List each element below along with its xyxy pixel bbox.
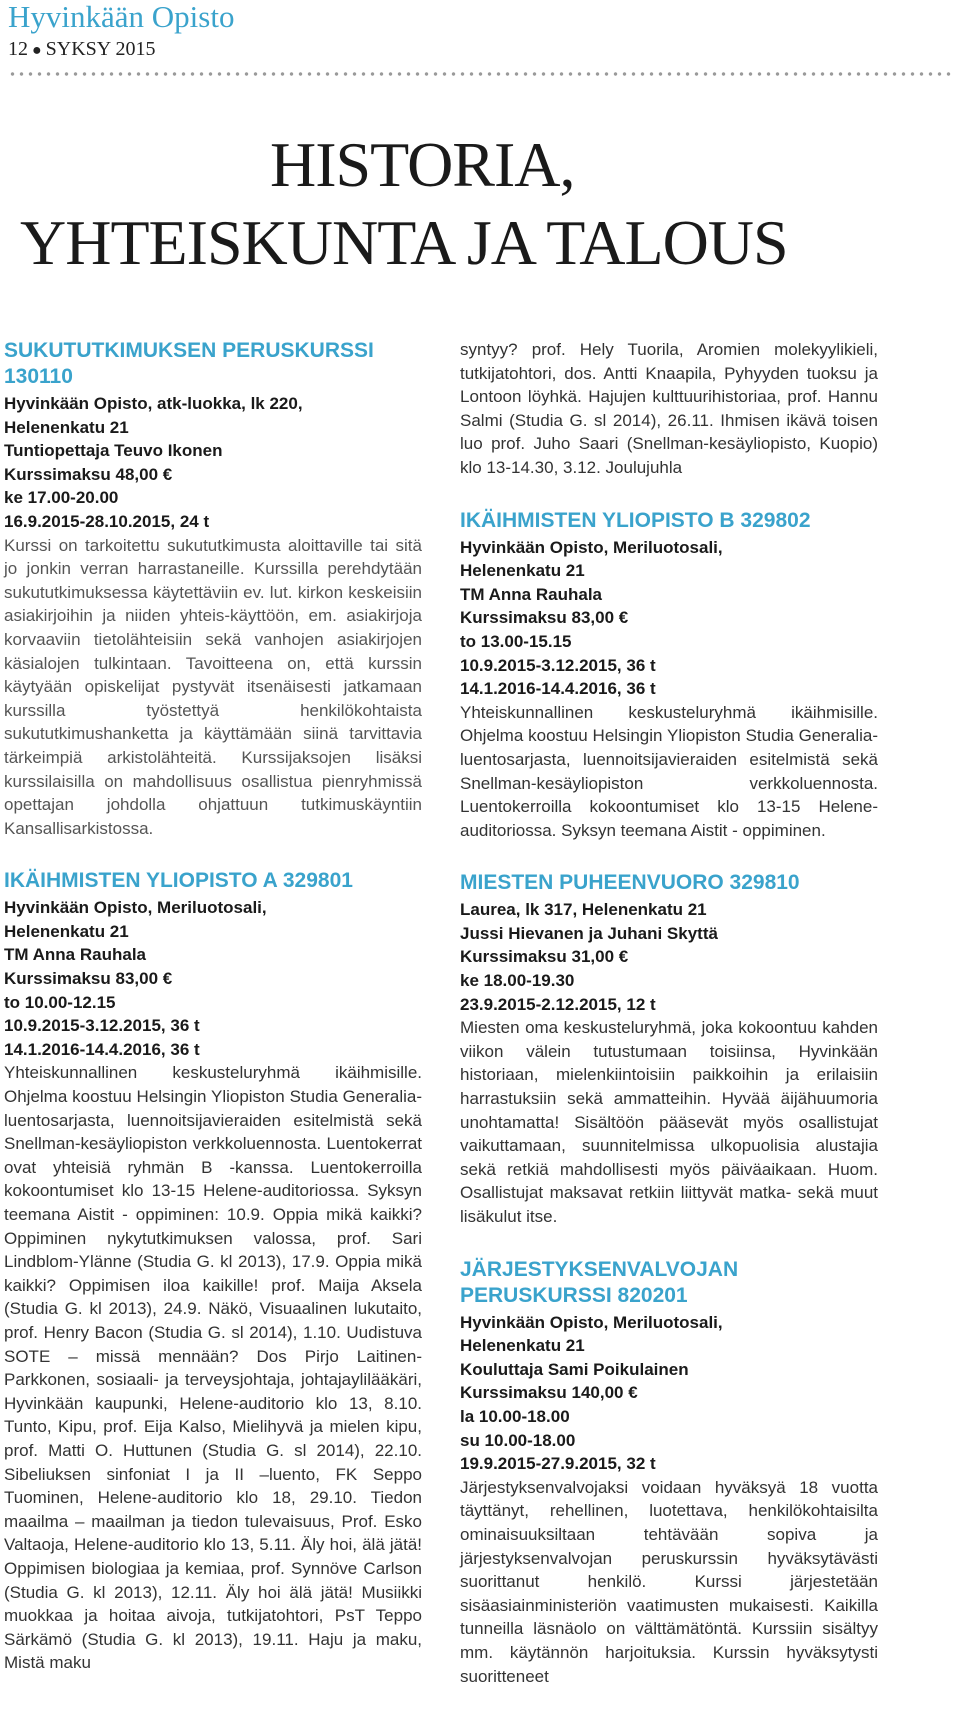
course-dates: 14.1.2016-14.4.2016, 36 t	[4, 1039, 200, 1059]
course-location: Hyvinkään Opisto, Meriluotosali,	[460, 1312, 723, 1332]
course-title: IKÄIHMISTEN YLIOPISTO B 329802	[460, 508, 811, 532]
course-teacher: TM Anna Rauhala	[4, 945, 146, 965]
course-time: la 10.00-18.00	[460, 1406, 570, 1426]
course-dates: 16.9.2015-28.10.2015, 24 t	[4, 511, 210, 531]
course-sukututkimus	[4, 338, 422, 840]
course-ikaihmisten-a	[4, 868, 422, 1675]
course-dates: 14.1.2016-14.4.2016, 36 t	[460, 679, 656, 699]
course-description: Yhteiskunnallinen keskusteluryhmä ikäihmisille. Ohjelma koostuu Helsingin Yliopiston Studia Generalia-luentosarjasta, luennoitsijavieraiden esitelmistä sekä Snellman-kesäyliopiston verkkoluennosta. Luentokerrat ovat yhteisiä ryhmän B -kanssa. Luentokerroilla kokoontumiset klo 13-15 Helene-auditoriossa. Syksyn teemana Aistit - oppiminen: 10.9. Oppia mikä kaikki? Oppiminen nykytutkimuksen valossa, prof. Sari Lindblom-Ylänne (Studia G. kl 2013), 17.9. Oppia mikä kaikki? Oppimisen iloa kaikille! prof. Maija Aksela (Studia G. kl 2013), 24.9. Näkö, Visuaalinen lukutaito, prof. Henry Bacon (Studia G. sl 2014), 1.10. Uudistuva SOTE – missä mennään? Dos Pirjo Laitinen-Parkkonen, sosiaali- ja terveysjohtaja, johtajaylilääkäri, Hyvinkään kaupunki, Helene-auditorio klo 13, 8.10. Tunto, Kipu, prof. Eija Kalso, Mielihyvä ja mielen kipu, prof. Matti O. Huttunen (Studia G. sl 2014), 22.10. Sibeliuksen sinfoniat I ja II –luento, FK Seppo Tuominen, Helene-auditorio klo 18, 29.10. Tiedon maailma – maailman ja tiedon tulevaisuus, Prof. Esko Valtaoja, Helene-auditorio klo 13, 5.11. Äly hoi, älä jätä! Oppimisen biologiaa ja kemiaa, prof. Synnöve Carlson (Studia G. kl 2013), 12.11. Äly hoi älä jätä! Musiikki muokkaa ja hoitaa aivoja, tutkijatohtori, PsT Teppo Särkämö (Studia G. kl 2013), 19.11. Haju ja maku, Mistä maku	[4, 1063, 422, 1673]
page-title-line-1: HISTORIA,	[270, 129, 575, 200]
course-title: SUKUTUTKIMUKSEN PERUSKURSSI 130110	[4, 339, 374, 388]
course-time: to 13.00-15.15	[460, 631, 572, 651]
issue-line	[8, 38, 952, 62]
course-time: su 10.00-18.00	[460, 1430, 576, 1450]
course-time: to 10.00-12.15	[4, 992, 116, 1012]
course-description: Miesten oma keskusteluryhmä, joka kokoontuu kahden viikon välein tutustumaan toisiinsa, Hyvinkään historiaan, mielenkiintoisiin paikkoihin ja erilaisiin harrastuksiin sekä ammatteihin. Hyvää äijähuumoria unohtamatta! Sisältöön pääsevät myös osallistujat vaikuttamaan, suunnitelmissa ulkopuolisia alustajia sekä retkiä mahdollisesti myös päiväaikaan. Huom. Osallistujat maksavat retkiin liittyvät matka- sekä muut lisäkulut itse.	[460, 1018, 878, 1226]
course-description: Kurssi on tarkoitettu sukututkimusta aloittaville tai sitä jo jonkin verran harrastaneille. Kurssilla perehdytään sukututkimuksessa käytettäviin ev. lut. kirkon keskeisiin asiakirjoihin ja niiden yhteis-käyttöön, em. asiakirjoja korvaaviin tietolähteisiin sekä vanhojen asiakirjojen käsialojen tulkintaan. Tavoitteena on, että kurssin käytyään opiskelijat pystyvät itsenäisesti jatkamaan kurssilla työstettyä henkilökohtaista sukututkimushanketta ja käyttämään siinä tarvittavia tärkeimpiä arkistolähteitä. Kurssijaksojen lisäksi kurssilaisilla on mahdollisuus osallistua pienryhmissä opettajan johdolla ohjattuun tutkimuskäyntiin Kansallisarkistossa.	[4, 535, 422, 838]
course-jarjestyksenvalvoja	[460, 1257, 878, 1689]
course-teacher: Jussi Hievanen ja Juhani Skyttä	[460, 923, 718, 943]
course-miesten-puheenvuoro	[460, 870, 878, 1228]
bullet-icon: ●	[32, 42, 42, 59]
course-ikaihmisten-b	[460, 508, 878, 843]
course-meta	[460, 1311, 878, 1476]
course-meta	[460, 536, 878, 701]
course-dates: 23.9.2015-2.12.2015, 12 t	[460, 994, 656, 1014]
right-column	[460, 338, 878, 1716]
page-title-line-2: YHTEISKUNTA JA TALOUS	[20, 207, 788, 278]
season-label: SYKSY 2015	[45, 38, 156, 60]
course-title-line-1: JÄRJESTYKSENVALVOJAN	[460, 1257, 739, 1281]
course-location: Hyvinkään Opisto, atk-luokka, lk 220,	[4, 394, 303, 413]
course-location: Laurea, lk 317, Helenenkatu 21	[460, 900, 707, 920]
course-address: Helenenkatu 21	[460, 1336, 585, 1356]
course-description-continued: syntyy? prof. Hely Tuorila, Aromien molekyylikieli, tutkijatohtori, dos. Antti Knaapila, Pyhyyden tuoksu ja Lontoon löyhkä. Hajujen kulttuurihistoriaa, prof. Hannu Salmi (Studia G. sl 2014), 26.11. Ihmisen ikävä toisen luo prof. Juho Saari (Snellman-kesäyliopisto, Kuopio) klo 13-14.30, 3.12. Joulujuhla	[460, 340, 878, 477]
course-fee: Kurssimaksu 48,00 €	[4, 464, 173, 484]
course-teacher: TM Anna Rauhala	[460, 584, 602, 604]
course-location: Hyvinkään Opisto, Meriluotosali,	[4, 898, 267, 918]
course-address: Helenenkatu 21	[4, 417, 129, 437]
dotted-divider	[8, 71, 952, 77]
course-title: MIESTEN PUHEENVUORO 329810	[460, 871, 800, 895]
left-column	[4, 338, 422, 1703]
course-address: Helenenkatu 21	[4, 921, 129, 941]
course-fee: Kurssimaksu 31,00 €	[460, 947, 629, 967]
course-dates: 10.9.2015-3.12.2015, 36 t	[4, 1016, 200, 1036]
course-title: IKÄIHMISTEN YLIOPISTO A 329801	[4, 869, 353, 893]
course-address: Helenenkatu 21	[460, 561, 585, 581]
course-teacher: Tuntiopettaja Teuvo Ikonen	[4, 441, 223, 461]
course-title-line-2: PERUSKURSSI 820201	[460, 1283, 688, 1307]
course-time: ke 17.00-20.00	[4, 488, 119, 508]
course-fee: Kurssimaksu 140,00 €	[460, 1383, 638, 1403]
page-number: 12	[8, 38, 28, 60]
course-fee: Kurssimaksu 83,00 €	[460, 608, 629, 628]
course-title	[460, 1257, 878, 1309]
brand-name: Hyvinkään Opisto	[8, 0, 235, 34]
course-teacher: Kouluttaja Sami Poikulainen	[460, 1359, 689, 1379]
course-meta	[4, 896, 422, 1061]
course-dates: 19.9.2015-27.9.2015, 32 t	[460, 1454, 656, 1474]
course-meta	[4, 392, 422, 534]
page-header	[8, 0, 952, 62]
course-dates: 10.9.2015-3.12.2015, 36 t	[460, 655, 656, 675]
course-fee: Kurssimaksu 83,00 €	[4, 969, 173, 989]
course-description: Yhteiskunnallinen keskusteluryhmä ikäihmisille. Ohjelma koostuu Helsingin Yliopiston Studia Generalia-luentosarjasta, luennoitsijavieraiden esitelmistä sekä Snellman-kesäyliopiston verkkoluennosta. Luentokerroilla kokoontumiset klo 13-15 Helene-auditoriossa. Syksyn teemana Aistit - oppiminen.	[460, 702, 878, 840]
course-description: Järjestyksenvalvojaksi voidaan hyväksyä 18 vuotta täyttänyt, rehellinen, luotettava, henkilökohtaisilta ominaisuuksiltaan tehtävään sopiva ja järjestyksenvalvojan peruskurssin hyväksytävästi suorittanut henkilö. Kurssi järjestetään sisäasiainministeriön vaatimusten mukaisesti. Kaikilla tunneilla läsnäolo on välttämätöntä. Kurssiin sisältyy mm. käytännön harjoituksia. Kurssin hyväksytysti suoritteneet	[460, 1477, 878, 1686]
course-meta	[460, 898, 878, 1016]
course-time: ke 18.00-19.30	[460, 971, 575, 991]
course-location: Hyvinkään Opisto, Meriluotosali,	[460, 537, 723, 557]
